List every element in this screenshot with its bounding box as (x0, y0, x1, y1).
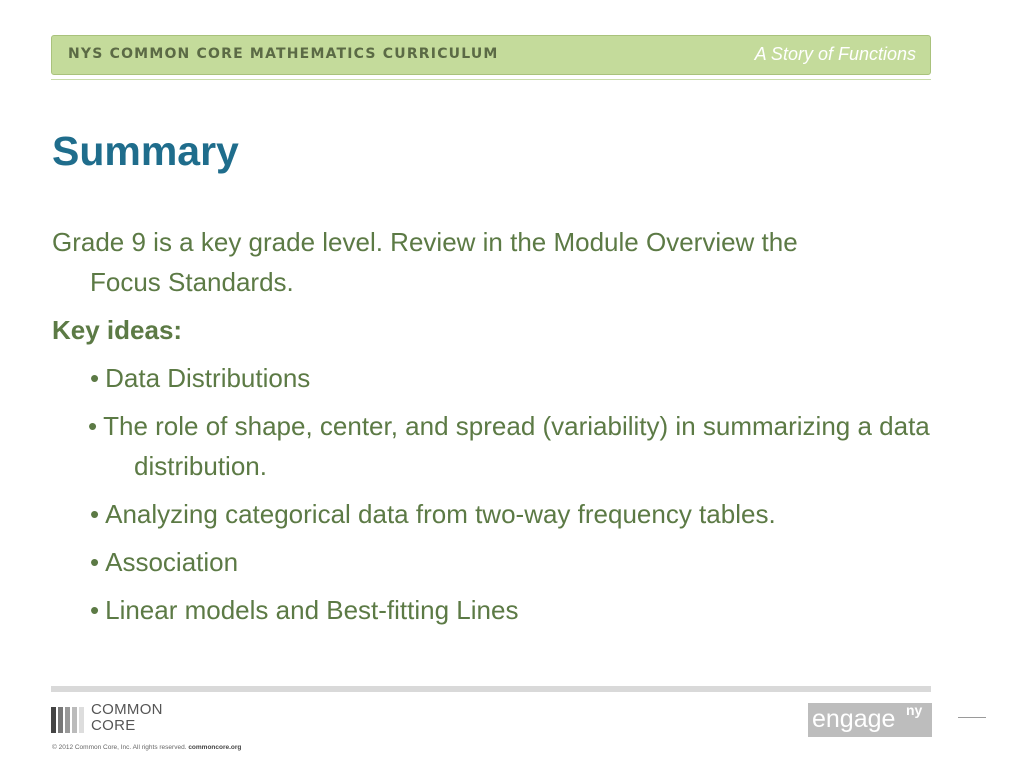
bullet-text: The role of shape, center, and spread (variability) in summarizing a data distribution. (103, 411, 930, 481)
bullet-item (52, 590, 972, 630)
copyright-notice (52, 744, 241, 751)
side-line-decoration (958, 717, 986, 718)
bullet-text: Data Distributions (105, 363, 311, 393)
key-ideas-heading: Key ideas: (52, 315, 183, 345)
engageny-logo (808, 703, 932, 737)
footer-divider (51, 686, 931, 692)
site-link[interactable]: commoncore.org (188, 744, 242, 751)
logo-line-1: COMMON (91, 701, 163, 718)
bullet-item (52, 406, 972, 486)
bullet-text: Linear models and Best-fitting Lines (105, 595, 519, 625)
page-title: Summary (52, 128, 239, 174)
header-bar (51, 35, 931, 75)
bullet-dot: • (88, 411, 98, 441)
bullet-dot: • (90, 499, 100, 529)
bullet-text: Analyzing categorical data from two-way frequency tables. (105, 499, 776, 529)
bullet-item (52, 358, 972, 398)
common-core-logo-text (91, 702, 163, 734)
slide-body (52, 222, 972, 638)
intro-line-2: Focus Standards. (90, 267, 294, 297)
engage-text: engage (812, 705, 896, 733)
intro-paragraph (52, 222, 972, 302)
header-divider (51, 79, 931, 80)
intro-line-1: Grade 9 is a key grade level. Review in the Module Overview the (52, 227, 798, 257)
bullet-text: Association (105, 547, 239, 577)
bullet-dot: • (90, 363, 100, 393)
curriculum-title: NYS COMMON CORE MATHEMATICS CURRICULUM (68, 46, 499, 62)
bullet-item (52, 542, 972, 582)
story-title: A Story of Functions (754, 44, 916, 64)
copyright-text: © 2012 Common Core, Inc. All rights reserved. (52, 744, 187, 751)
engage-superscript: ny (906, 702, 923, 718)
bullet-item (52, 494, 972, 534)
logo-line-2: CORE (91, 717, 136, 734)
common-core-logo-icon (51, 705, 85, 733)
bullet-dot: • (90, 595, 100, 625)
bullet-dot: • (90, 547, 100, 577)
